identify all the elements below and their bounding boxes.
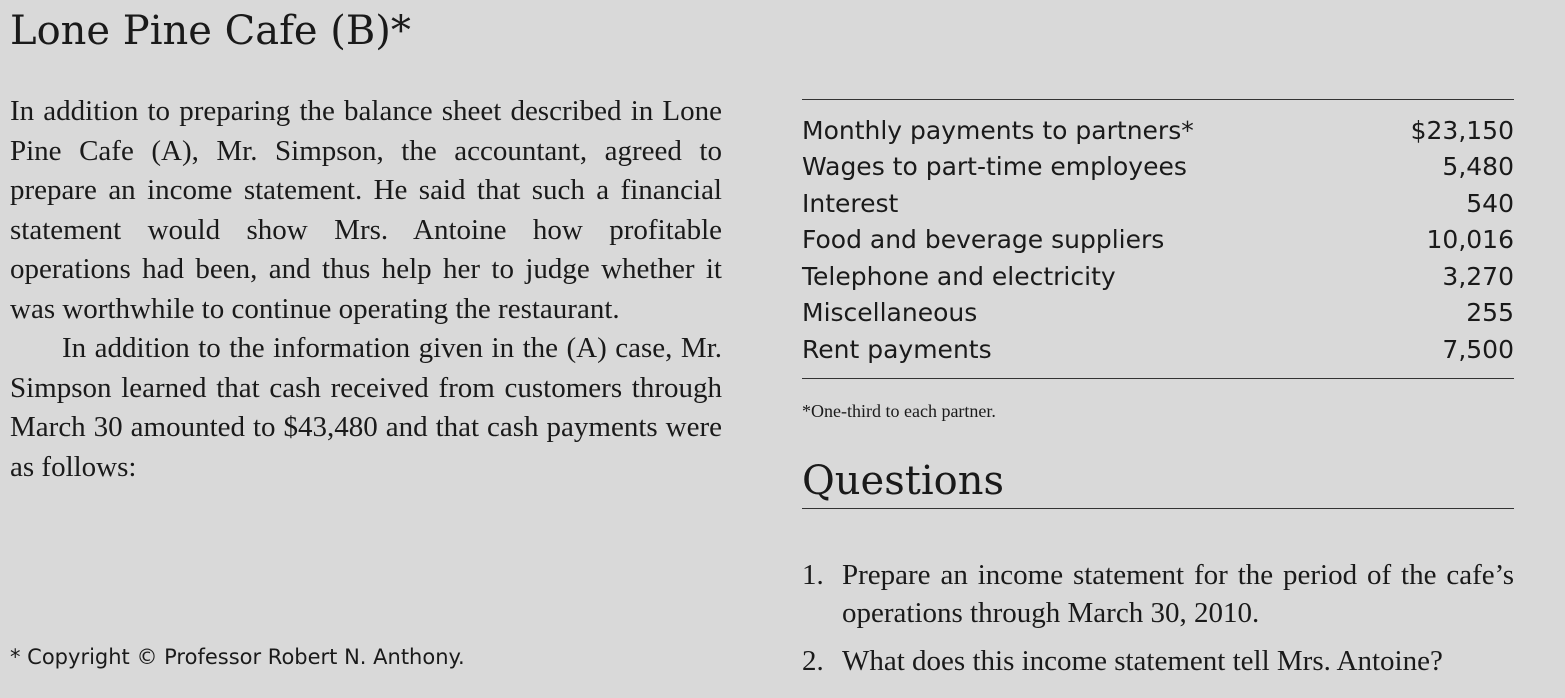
payment-amount: $23,150 [1410,115,1514,145]
payment-label: Wages to part-time employees [802,152,1187,182]
table-row [802,295,1514,332]
payment-label: Monthly payments to partners* [802,115,1194,145]
table-row [802,258,1514,295]
cash-payments-table [802,99,1514,379]
payment-amount: 5,480 [1442,152,1514,182]
question-number: 1. [802,559,824,591]
table-row [802,185,1514,222]
questions-list [802,556,1514,690]
payment-label: Miscellaneous [802,298,978,328]
case-text [10,92,722,487]
payment-amount: 540 [1466,188,1514,218]
payment-amount: 10,016 [1426,225,1514,255]
table-row [802,222,1514,259]
questions-heading: Questions [802,458,1514,509]
table-footnote: *One-third to each partner. [802,401,996,421]
page-title: Lone Pine Cafe (B)* [10,8,411,54]
question-text: Prepare an income statement for the period of the cafe’s operations through March 30, 2010. [842,559,1514,629]
question-item [802,556,1514,632]
table-row [802,100,1514,149]
copyright-footnote: * Copyright © Professor Robert N. Anthony. [10,645,465,669]
payment-label: Food and beverage suppliers [802,225,1165,255]
payment-amount: 7,500 [1442,334,1514,364]
payment-label: Telephone and electricity [802,261,1116,291]
paragraph: In addition to preparing the balance sheet described in Lone Pine Cafe (A), Mr. Simpson, the accountant, agreed to prepare an income statement. He said that such a financial statement would show Mrs. Antoine how profitable operations had been, and thus help her to judge whether it was worthwhile to continue operating the restaurant. [10,95,722,325]
question-item [802,642,1514,680]
table-row [802,331,1514,378]
table-row [802,149,1514,186]
payment-amount: 255 [1466,298,1514,328]
question-number: 2. [802,645,824,677]
paragraph: In addition to the information given in the (A) case, Mr. Simpson learned that cash received from customers through March 30 amounted to $43,480 and that cash payments were as follows: [10,332,722,483]
payment-amount: 3,270 [1442,261,1514,291]
payment-label: Interest [802,188,899,218]
payment-label: Rent payments [802,334,992,364]
question-text: What does this income statement tell Mrs. Antoine? [842,645,1443,677]
